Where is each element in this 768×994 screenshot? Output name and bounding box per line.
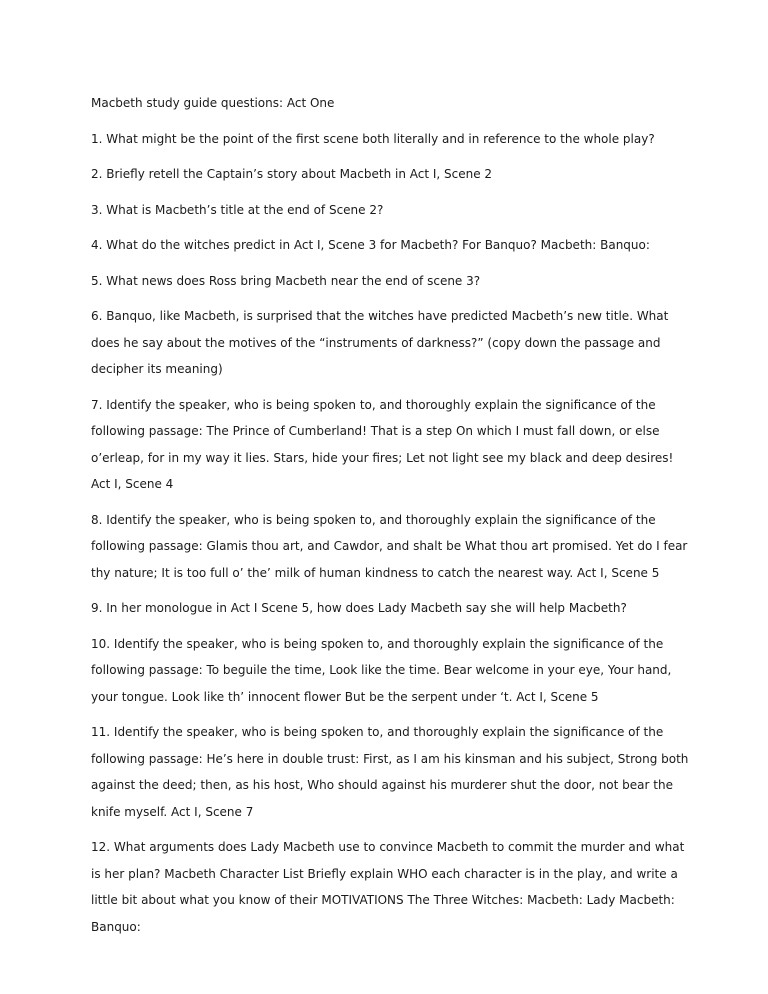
document-title: Macbeth study guide questions: Act One: [91, 96, 335, 110]
question-11: 11. Identify the speaker, who is being spoken to, and thoroughly explain the significance of the following passage: He’s here in double trust: First, as I am his kinsman and his subject, Strong both against the deed; then, as his host, Who should against his murderer shut the door, not bear the knife myself. Act I, Scene 7: [91, 725, 689, 819]
question-5: 5. What news does Ross bring Macbeth near the end of scene 3?: [91, 273, 481, 288]
question-2: 2. Briefly retell the Captain’s story about Macbeth in Act I, Scene 2: [91, 167, 493, 181]
question-10: 10. Identify the speaker, who is being spoken to, and thoroughly explain the significance of the following passage: To beguile the time, Look like the time. Bear welcome in your eye, Your hand, your tongue. Look like th’ innocent flower But be the serpent under ‘t. Act I, Scene 5: [91, 636, 672, 704]
question-9: 9. In her monologue in Act I Scene 5, how does Lady Macbeth say she will help Macbeth?: [91, 601, 627, 615]
question-1: 1. What might be the point of the first scene both literally and in reference to the whole play?: [91, 131, 655, 146]
question-6: 6. Banquo, like Macbeth, is surprised that the witches have predicted Macbeth’s new title. What does he say about the motives of the “instruments of darkness?” (copy down the passage and decipher its meaning): [91, 309, 669, 376]
document-page: [91, 90, 691, 949]
question-3: 3. What is Macbeth’s title at the end of Scene 2?: [91, 202, 384, 217]
question-4: 4. What do the witches predict in Act I, Scene 3 for Macbeth? For Banquo? Macbeth: Banquo:: [91, 238, 650, 252]
question-7: 7. Identify the speaker, who is being spoken to, and thoroughly explain the significance of the following passage: The Prince of Cumberland! That is a step On which I must fall down, or else o’erleap, for in my way it lies. Stars, hide your fires; Let not light see my black and deep desires! Act I, Scene 4: [91, 397, 674, 491]
question-8: 8. Identify the speaker, who is being spoken to, and thoroughly explain the significance of the following passage: Glamis thou art, and Cawdor, and shalt be What thou art promised. Yet do I fear thy nature; It is too full o’ the’ milk of human kindness to catch the nearest way. Act I, Scene 5: [91, 512, 688, 580]
question-12: 12. What arguments does Lady Macbeth use to convince Macbeth to commit the murder and what is her plan? Macbeth Character List Briefly explain WHO each character is in the play, and write a little bit about what you know of their MOTIVATIONS The Three Witches: Macbeth: Lady Macbeth: Banquo:: [91, 840, 685, 934]
